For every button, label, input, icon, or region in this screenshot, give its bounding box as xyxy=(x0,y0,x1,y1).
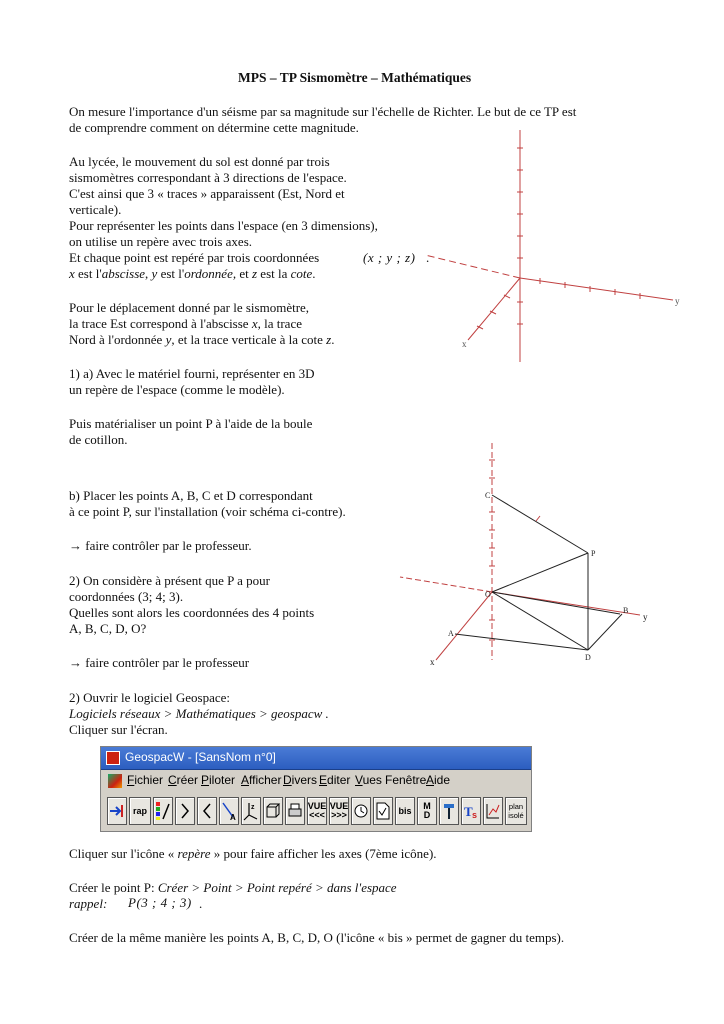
menu-label: réer xyxy=(176,773,199,787)
svg-text:T: T xyxy=(464,804,473,819)
q3-line-3: Cliquer sur l'écran. xyxy=(69,722,168,737)
q4-dot: . xyxy=(199,896,203,911)
menu-label: ide xyxy=(434,773,451,787)
q2-line-2: coordonnées (3; 4; 3). xyxy=(69,589,184,604)
var-z: z xyxy=(326,332,332,347)
rap-button[interactable]: rap xyxy=(129,797,151,825)
md-button[interactable]: M D xyxy=(417,797,437,825)
text-seg: . xyxy=(312,266,316,281)
menu-label: diter xyxy=(327,773,351,787)
q5-line: Créer de la même manière les points A, B, C, D, O (l'icône « bis » permet de gagner du temps). xyxy=(69,930,565,945)
q2-line-1: 2) On considère à présent que P a pour xyxy=(69,573,270,588)
intro-line-2: de comprendre comment on détermine cette magnitude. xyxy=(69,120,359,135)
fig2-label-d: D xyxy=(585,653,591,662)
plan-isole-button[interactable]: plan isolé xyxy=(505,797,527,825)
fig2-label-b: B xyxy=(623,606,629,615)
q3-line-1: 2) Ouvrir le logiciel Geospace: xyxy=(69,690,230,705)
text-seg: est la xyxy=(257,266,291,281)
q2-line-4: A, B, C, D, O? xyxy=(69,621,147,636)
text-seg: . xyxy=(331,332,335,347)
fig2-label-x: x xyxy=(430,657,435,667)
par1-line-7: Et chaque point est repéré par trois coordonnées xyxy=(69,250,320,265)
par1-line-1: Au lycée, le mouvement du sol est donné par trois xyxy=(69,154,330,169)
var-z: z xyxy=(251,266,258,281)
menu-mnemonic: A xyxy=(241,773,250,787)
var-x: x xyxy=(69,266,75,281)
svg-text:A: A xyxy=(230,813,236,821)
menu-label: Fenêtre xyxy=(385,773,427,787)
window-title: GeospacW - [SansNom n°0] xyxy=(125,750,276,764)
menu-label: ivers xyxy=(291,773,318,787)
var-x: x, xyxy=(251,316,261,331)
text-seg: Créer le point P: xyxy=(69,880,158,895)
text-seg: est l' xyxy=(157,266,185,281)
page-title: MPS – TP Sismomètre – Mathématiques xyxy=(238,70,472,85)
check-professor-1: → faire contrôler par le professeur. xyxy=(69,538,252,553)
q1a-line-1: 1) a) Avec le matériel fourni, représenter en 3D xyxy=(69,366,315,381)
word-cote: cote xyxy=(290,266,313,281)
fig2-line-ob xyxy=(492,592,620,614)
menu-mnemonic: D xyxy=(283,773,292,787)
word-ordonnee: ordonnée, xyxy=(184,266,237,281)
vue-forward-button[interactable]: VUE >>> xyxy=(329,797,349,825)
par1-line-6: on utilise un repère avec trois axes. xyxy=(69,234,253,249)
q1a2-line-1: Puis matérialiser un point P à l'aide de la boule xyxy=(69,416,313,431)
svg-text:s: s xyxy=(472,810,478,820)
menu-mnemonic: P xyxy=(201,773,210,787)
fig2-label-y: y xyxy=(643,612,648,622)
coords-dot: . xyxy=(426,250,430,265)
menu-mnemonic: C xyxy=(168,773,177,787)
menu-label: ues xyxy=(362,773,382,787)
q4-rappel: rappel: xyxy=(69,896,108,911)
menu-mnemonic: V xyxy=(355,773,363,787)
q1b-line-1: b) Placer les points A, B, C et D correspondant xyxy=(69,488,313,503)
word-repere: repère xyxy=(177,846,211,861)
fig2-line-op xyxy=(492,553,588,592)
q1b-line-2: à ce point P, sur l'installation (voir schéma ci-contre). xyxy=(69,504,346,519)
text-seg: et xyxy=(236,266,252,281)
fig1-y-label: y xyxy=(675,296,680,306)
text-seg: , xyxy=(145,266,152,281)
menu-mnemonic: E xyxy=(319,773,328,787)
var-y: y xyxy=(151,266,158,281)
fig2-label-a: A xyxy=(448,629,454,638)
menu-label: iloter xyxy=(209,773,236,787)
coords-formula: (x ; y ; z) xyxy=(363,250,416,265)
par1-line-3: C'est ainsi que 3 « traces » apparaissent (Est, Nord et xyxy=(69,186,345,201)
text-seg: la trace xyxy=(260,316,302,331)
text-seg: Cliquer sur l'icône « xyxy=(69,846,178,861)
svg-text:z: z xyxy=(251,804,255,811)
q2-line-3: Quelles sont alors les coordonnées des 4 points xyxy=(69,605,315,620)
text-seg: est l' xyxy=(74,266,102,281)
par1-line-5: Pour représenter les points dans l'espace (en 3 dimensions), xyxy=(69,218,378,233)
fig2-x-axis xyxy=(436,592,492,660)
point-p-coords: P(3 ; 4 ; 3) xyxy=(128,895,192,910)
text-seg: » pour faire afficher les axes (7ème icône). xyxy=(210,846,437,861)
menu-mnemonic: A xyxy=(426,773,435,787)
var-y: y xyxy=(165,332,172,347)
par1-line-2: sismomètres correspondant à 3 directions de l'espace. xyxy=(69,170,347,185)
text-seg: , et la trace verticale à la cote xyxy=(171,332,327,347)
q3-line-2: Logiciels réseaux > Mathématiques > geospacw . xyxy=(69,706,329,721)
fig2-label-p: P xyxy=(591,549,596,558)
fig2-label-o: O xyxy=(485,590,491,599)
menu-mnemonic: F xyxy=(127,773,135,787)
menu-label: ichier xyxy=(134,773,164,787)
fig2-line-cp xyxy=(492,495,588,553)
intro-line-1: On mesure l'importance d'un séisme par sa magnitude sur l'échelle de Richter. Le but de ce TP est xyxy=(69,104,577,119)
fig1-x-label: x xyxy=(462,339,467,349)
par2-line-1: Pour le déplacement donné par le sismomètre, xyxy=(69,300,310,315)
vue-back-button[interactable]: VUE <<< xyxy=(307,797,327,825)
bis-button[interactable]: bis xyxy=(395,797,415,825)
q1a-line-2: un repère de l'espace (comme le modèle). xyxy=(69,382,285,397)
menu-path: Créer > Point > Point repéré > dans l'espace xyxy=(157,880,397,895)
text-seg: Nord à l'ordonnée xyxy=(69,332,166,347)
q1a2-line-2: de cotillon. xyxy=(69,432,128,447)
check-professor-2: → faire contrôler par le professeur xyxy=(69,655,250,670)
word-abscisse: abscisse xyxy=(101,266,146,281)
fig2-x-axis-back xyxy=(400,577,492,592)
fig2-line-db xyxy=(588,614,622,650)
fig2-label-c: C xyxy=(485,491,491,500)
fig2-line-ad xyxy=(455,634,588,650)
menu-label: fficher xyxy=(249,773,282,787)
text-seg: la trace Est correspond à l'abscisse xyxy=(69,316,252,331)
par1-line-4: verticale). xyxy=(69,202,122,217)
